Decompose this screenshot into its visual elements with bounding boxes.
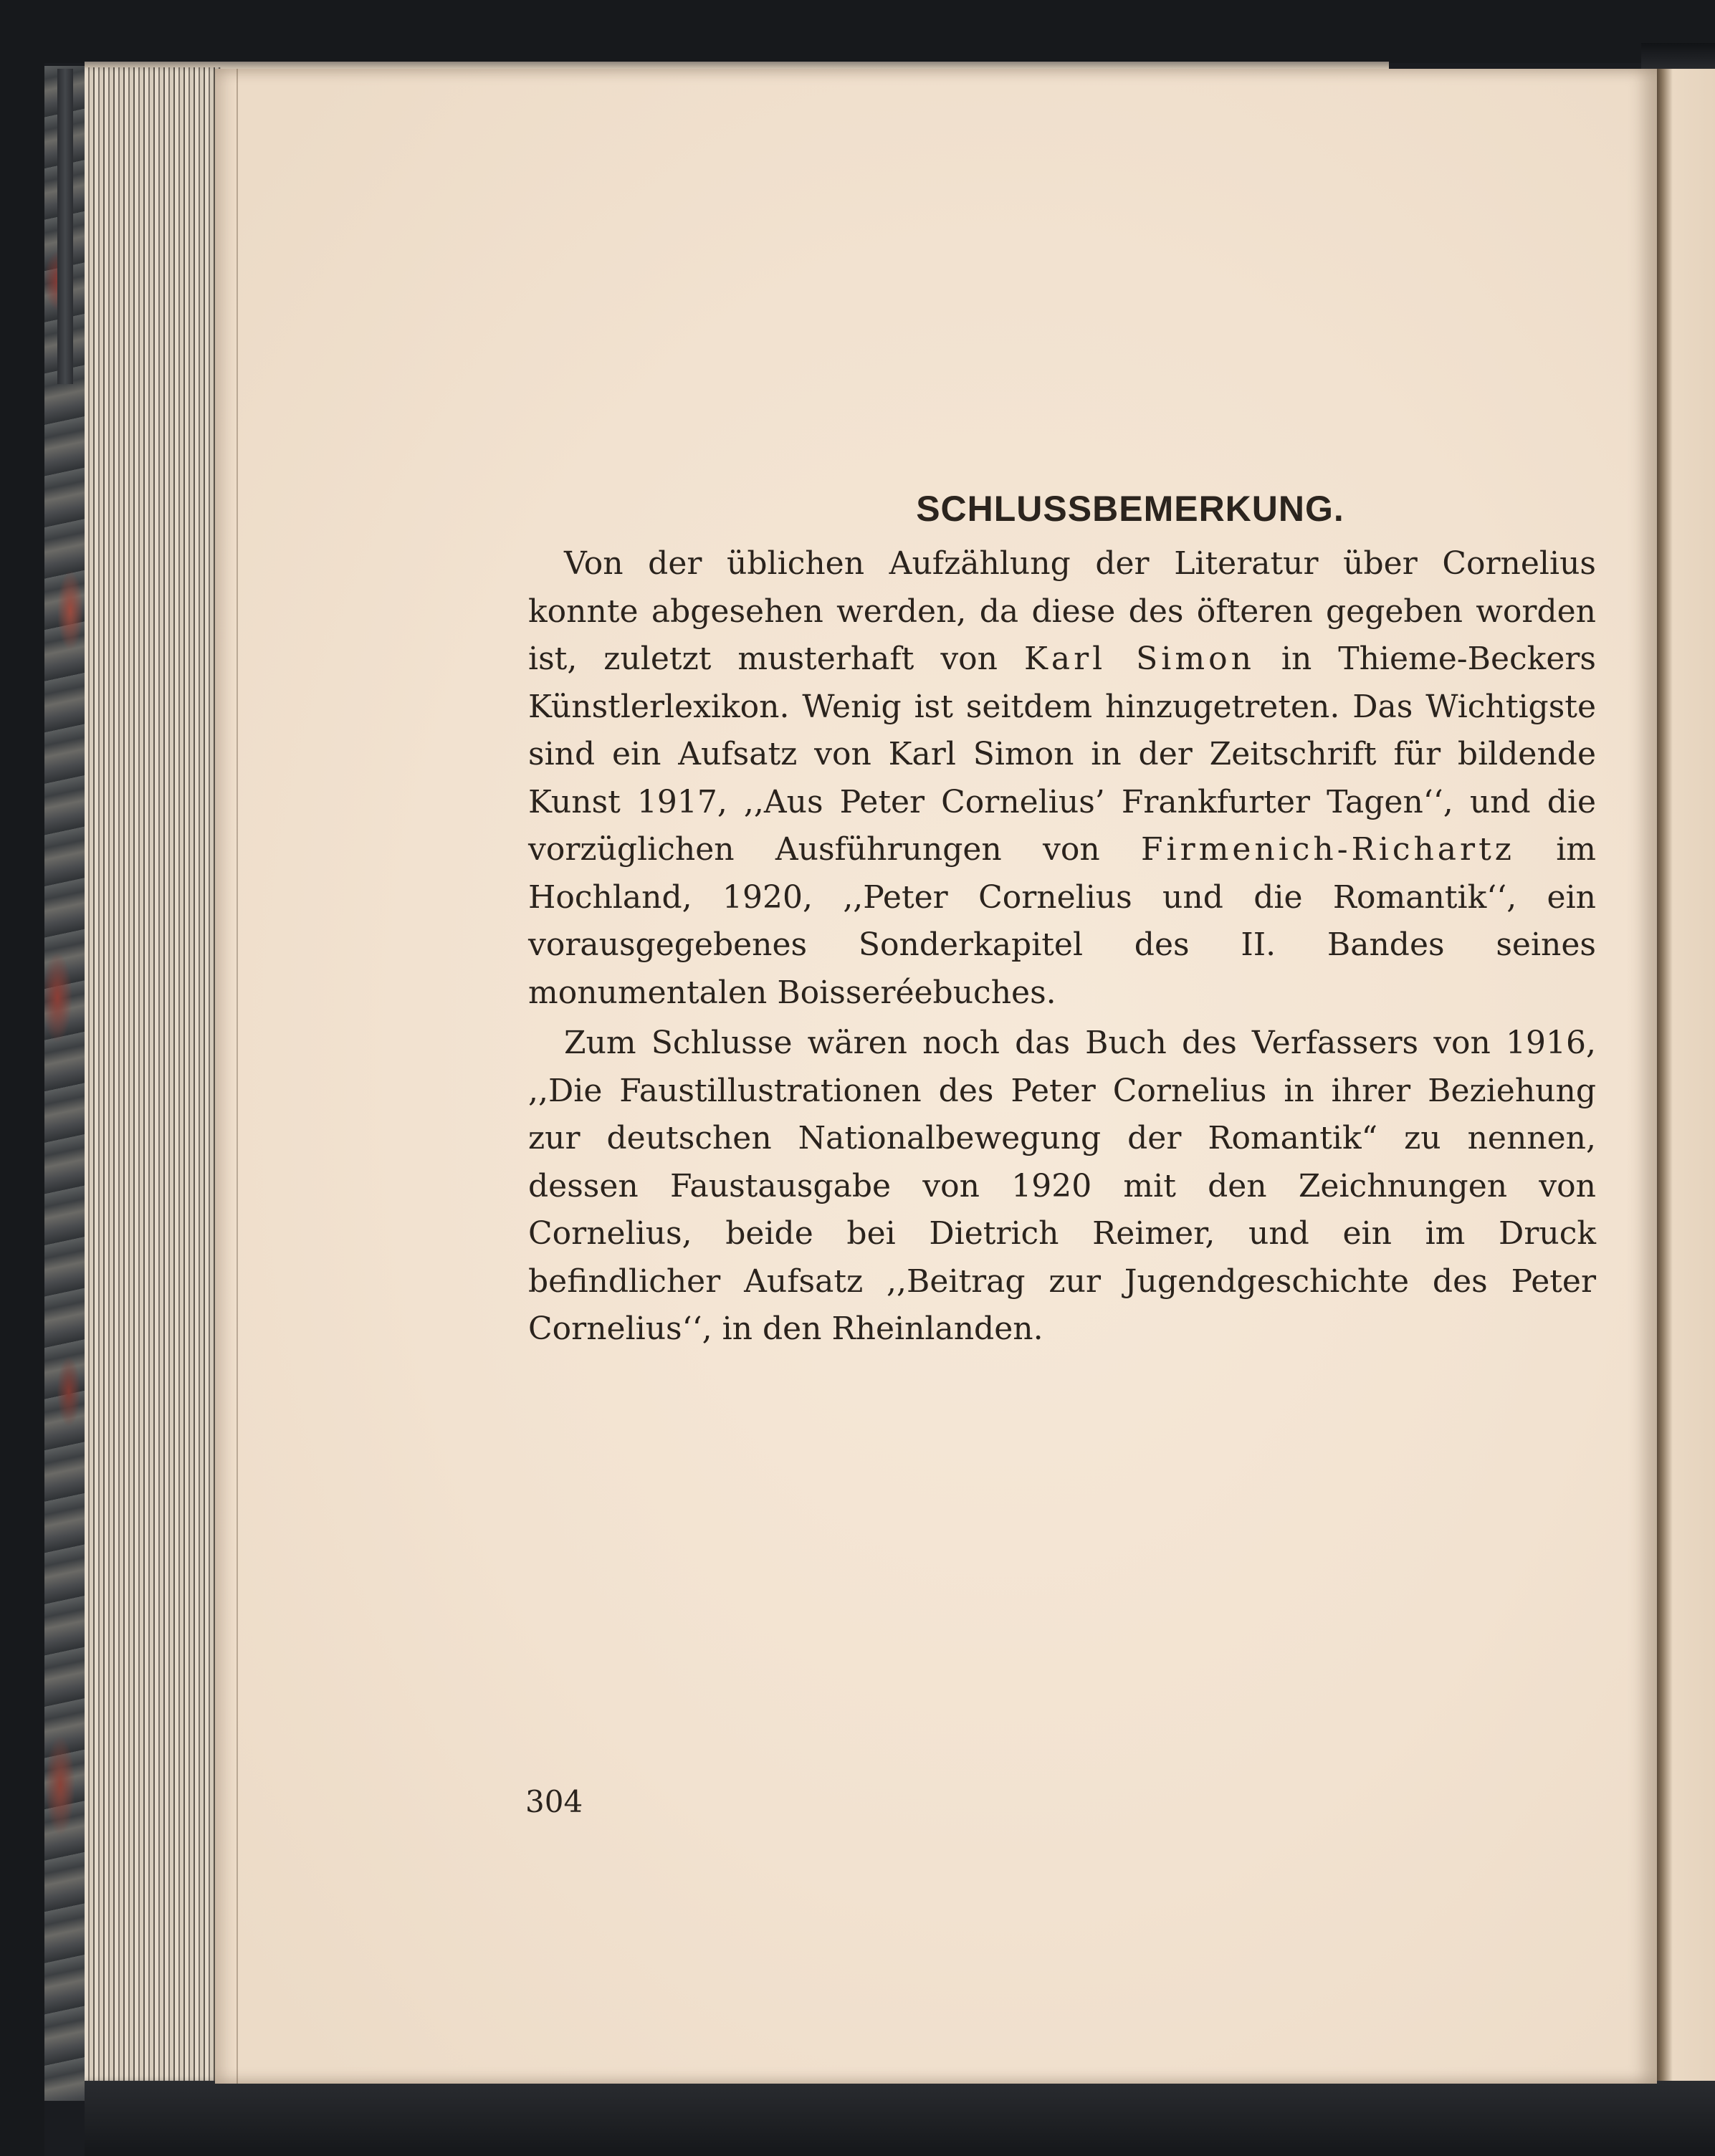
paragraph-1-text-3: im Hochland, 1920, ,,Peter Cornelius und die Romantik‘‘, ein vorausgegebenes Sonderkapitel des II. Bandes seines monumentalen Boisseréebuches.: [528, 831, 1596, 1011]
paragraph-1-text-2: in Thieme-Beckers Künstlerlexikon. Wenig ist seitdem hinzugetreten. Das Wichtigste sind ein Aufsatz von Karl Simon in der Zeitschrift für bildende Kunst 1917, ,,Aus Peter Cornelius’ Frankfurter Tagen‘‘, und die vorzüglichen Ausführungen von: [528, 641, 1596, 868]
spine-band: [57, 69, 73, 384]
paragraph-1-spaced-name-1: Karl Simon: [1023, 641, 1255, 677]
gutter-line: [237, 69, 238, 2084]
page-number: 304: [525, 1784, 583, 1819]
paragraph-1-text-1: Von der üblichen Aufzählung der Literatur über Cornelius konnte abgesehen werden, da diese des öfteren gegeben worden ist, zuletzt musterhaft von: [528, 545, 1596, 677]
book-cover-bottom: [85, 2081, 1715, 2156]
paragraph-1: [528, 540, 1596, 1017]
page-heading: SCHLUSSBEMERKUNG.: [916, 489, 1344, 529]
paragraph-2-text-1: Zum Schlusse wären noch das Buch des Verfassers von 1916, ,,Die Faustillustrationen des Peter Cornelius in ihrer Beziehung zur deutschen Nationalbewegung der Romantik“ zu nennen, dessen Faustausgabe von 1920 mit den Zeichnungen von Cornelius, beide bei Dietrich Reimer, und ein im Druck befindlicher Aufsatz ,,Beitrag zur Jugendgeschichte des Peter Cornelius‘‘, in den Rheinlanden.: [528, 1025, 1596, 1347]
book-cover-left: [0, 0, 44, 2156]
book-cover-top: [0, 0, 1715, 63]
facing-page-shadow: [1641, 43, 1715, 72]
text-block: [528, 487, 1596, 1354]
facing-page-edge: [1657, 69, 1715, 2084]
paragraph-1-spaced-name-2: Firmenich-Richartz: [1140, 831, 1515, 868]
paragraph-2: [528, 1020, 1596, 1354]
page-edges-stack: [85, 67, 221, 2081]
